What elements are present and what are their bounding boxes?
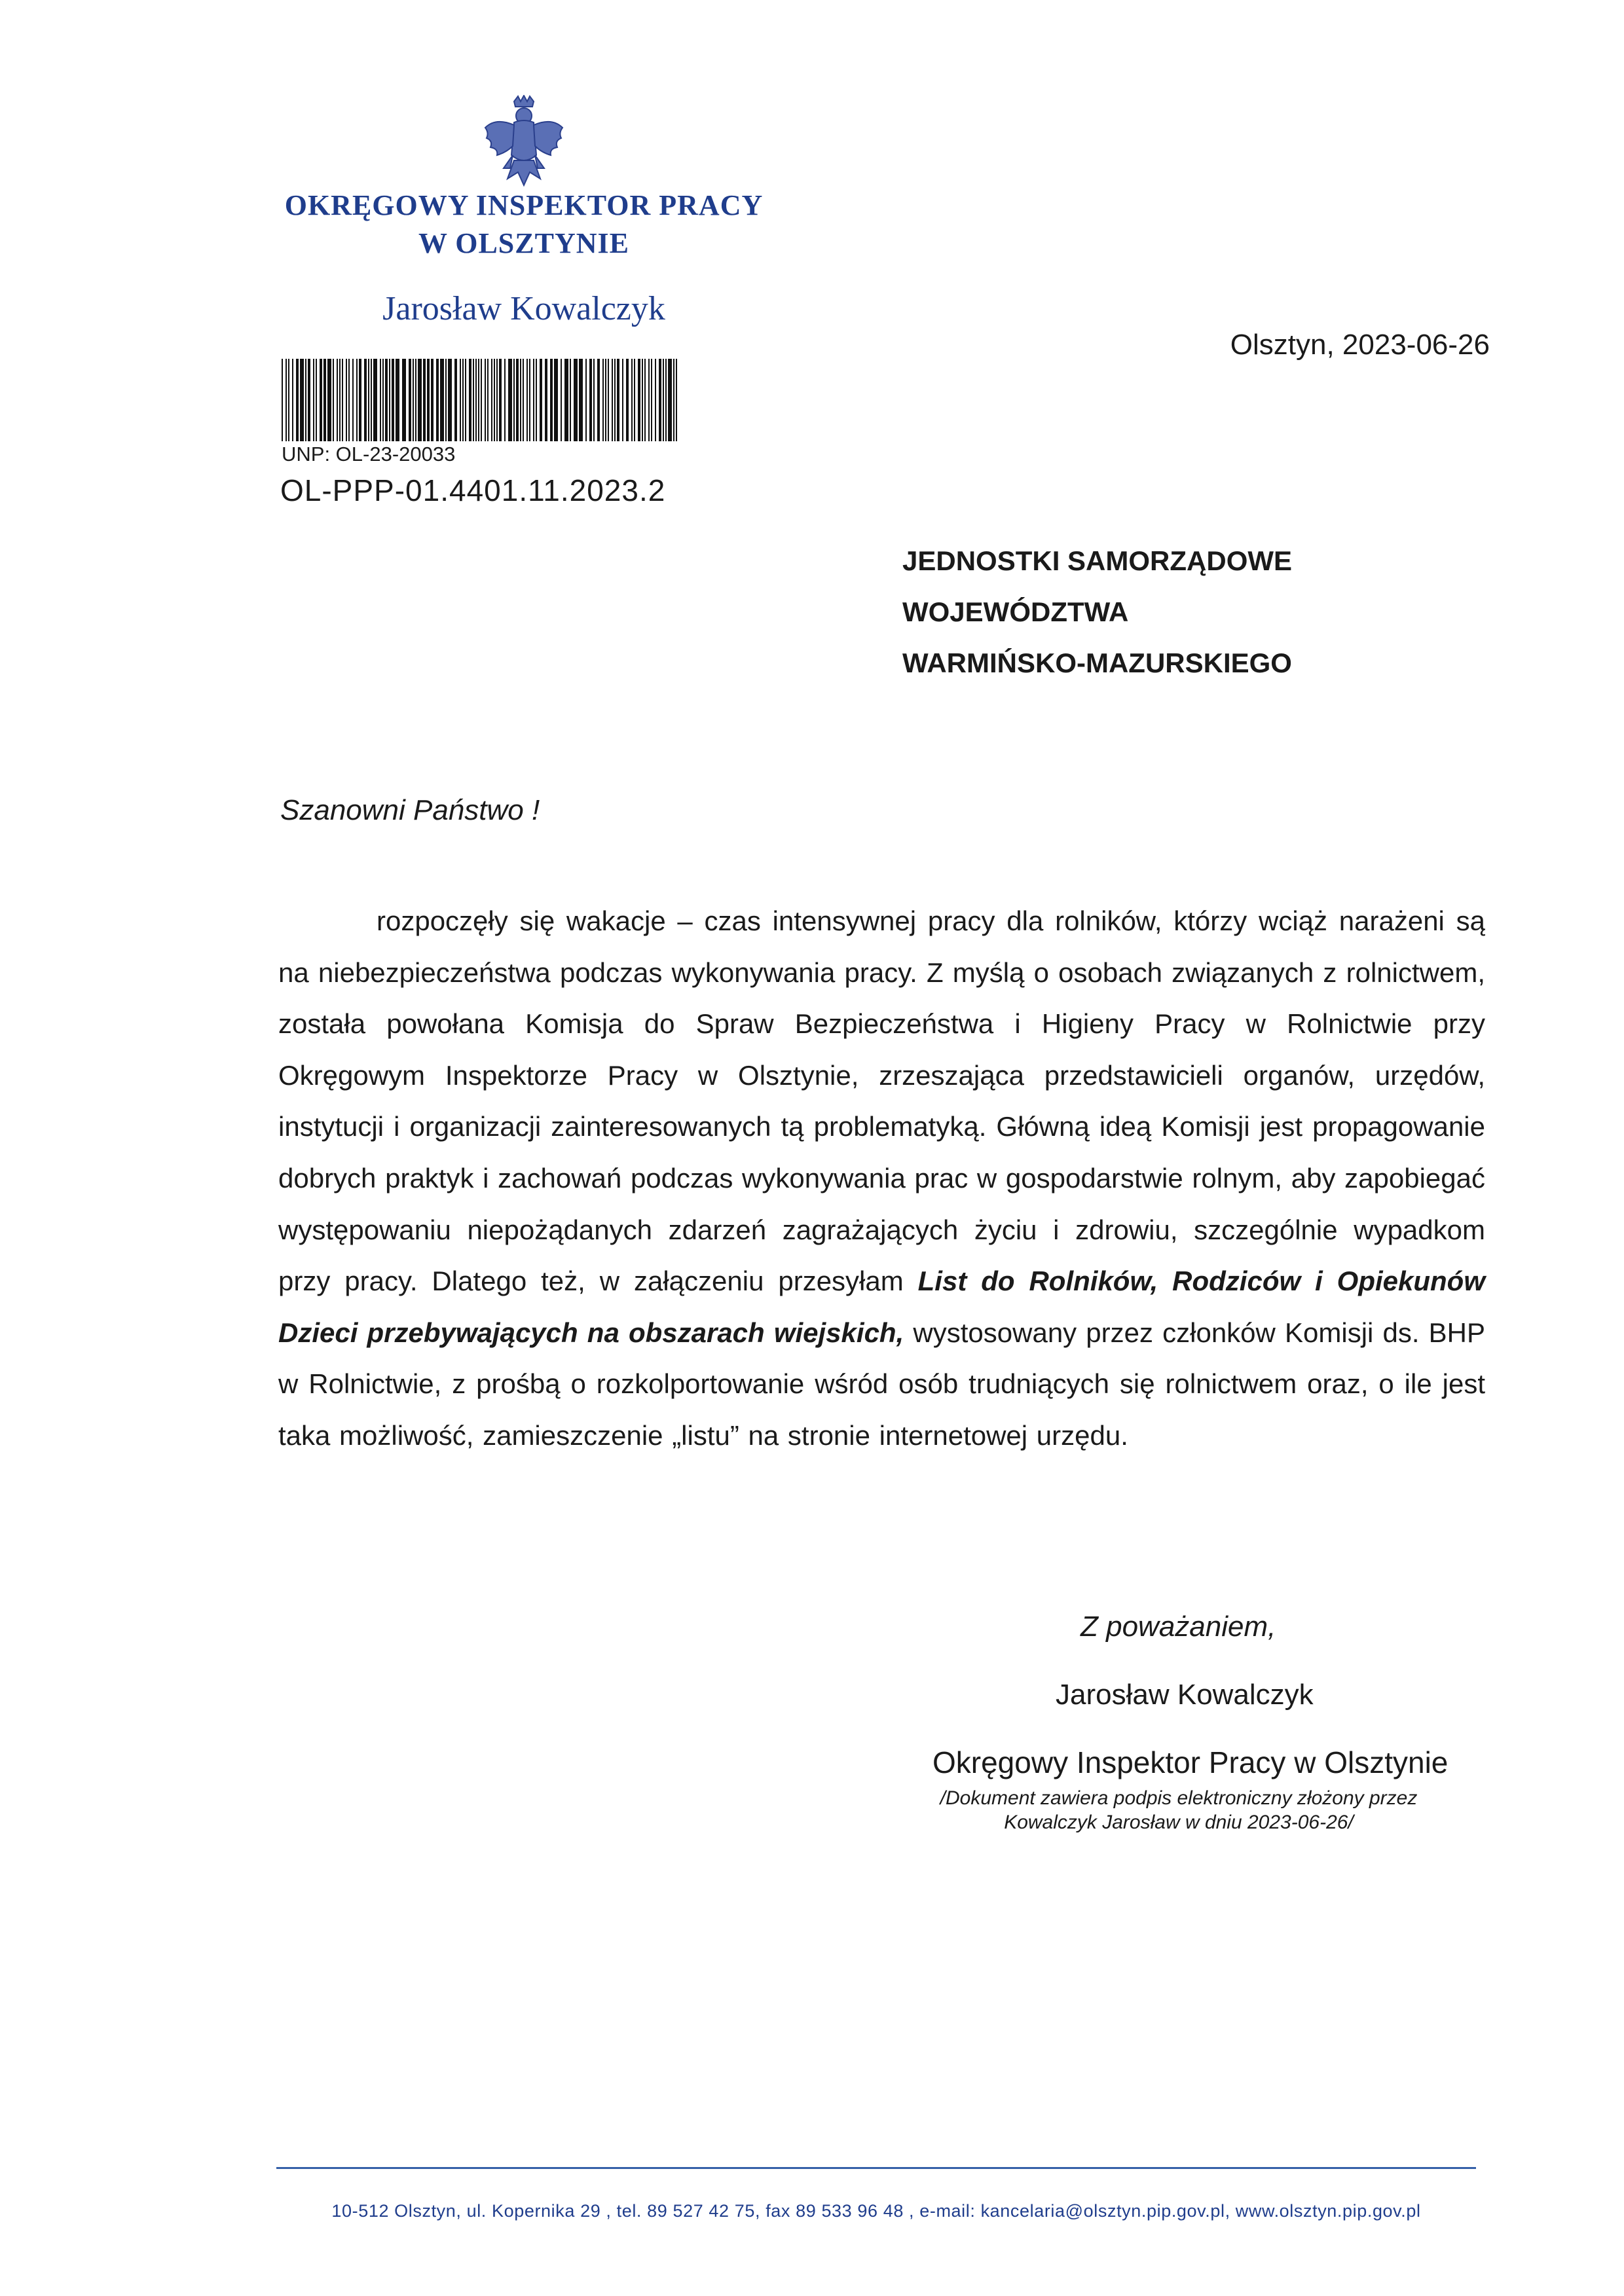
footer-contact: 10-512 Olsztyn, ul. Kopernika 29 , tel. 89 527 42 75, fax 89 533 96 48 , e-mail: kancelaria@olsztyn.pip.gov.pl, www.olsztyn.pip.gov.pl xyxy=(331,2201,1421,2221)
body-text-part1: rozpoczęły się wakacje – czas intensywnej pracy dla rolników, którzy wciąż narażeni są na niebezpieczeństwa podczas wykonywania pracy. Z myślą o osobach związanych z rolnictwem, została powołana Komisja do Spraw Bezpieczeństwa i Higieny Pracy w Rolnictwie przy Okręgowym Inspektorze Pracy w Olsztynie, zrzeszająca przedstawicieli organów, urzędów, instytucji i organizacji zainteresowanych tą problematyką. Główną ideą Komisji jest propagowanie dobrych praktyk i zachowań podczas wykonywania prac w gospodarstwie rolnym, aby zapobiegać występowaniu niepożądanych zdarzeń zagrażających życiu i zdrowiu, szczególnie wypadkom przy pracy. Dlatego też, w załączeniu przesyłam xyxy=(278,905,1485,1297)
organization-name-line2: W OLSZTYNIE xyxy=(418,227,629,259)
unp-number: UNP: OL-23-20033 xyxy=(282,443,456,465)
addressee-block xyxy=(902,536,1292,689)
addressee-line2: WOJEWÓDZTWA xyxy=(902,596,1129,627)
organization-name-line1: OKRĘGOWY INSPEKTOR PRACY xyxy=(284,189,764,221)
salutation: Szanowni Państwo ! xyxy=(280,794,540,826)
electronic-signature-note xyxy=(891,1786,1467,1834)
attachment-title: List do Rolników, Rodziców i Opiekunów Dzieci przebywających na obszarach wiejskich, xyxy=(278,1266,1485,1348)
organization-name xyxy=(249,187,799,263)
white-eagle-emblem-icon xyxy=(481,95,566,193)
signer-role: Okręgowy Inspektor Pracy w Olsztynie xyxy=(932,1745,1449,1779)
esign-line1: /Dokument zawiera podpis elektroniczny złożony przez xyxy=(940,1787,1418,1809)
letter-body xyxy=(278,896,1485,1462)
addressee-line3: WARMIŃSKO-MAZURSKIEGO xyxy=(902,647,1292,678)
esign-line2: Kowalczyk Jarosław w dniu 2023-06-26/ xyxy=(1004,1812,1354,1833)
addressee-line1: JEDNOSTKI SAMORZĄDOWE xyxy=(902,545,1293,576)
letterhead-person-name: Jarosław Kowalczyk xyxy=(382,290,665,327)
place-and-date: Olsztyn, 2023-06-26 xyxy=(1230,329,1490,361)
reference-number: OL-PPP-01.4401.11.2023.2 xyxy=(280,473,666,507)
closing-greeting: Z poważaniem, xyxy=(1080,1611,1276,1643)
document-barcode xyxy=(282,359,681,441)
body-text-part2: wystosowany przez członków Komisji ds. BHP w Rolnictwie, z prośbą o rozkolportowanie wśród osób trudniących się rolnictwem oraz, o ile jest taka możliwość, zamieszczenie „listu” na stronie internetowej urzędu. xyxy=(278,1317,1485,1451)
signer-name: Jarosław Kowalczyk xyxy=(1056,1679,1314,1711)
footer-divider xyxy=(276,2167,1476,2169)
